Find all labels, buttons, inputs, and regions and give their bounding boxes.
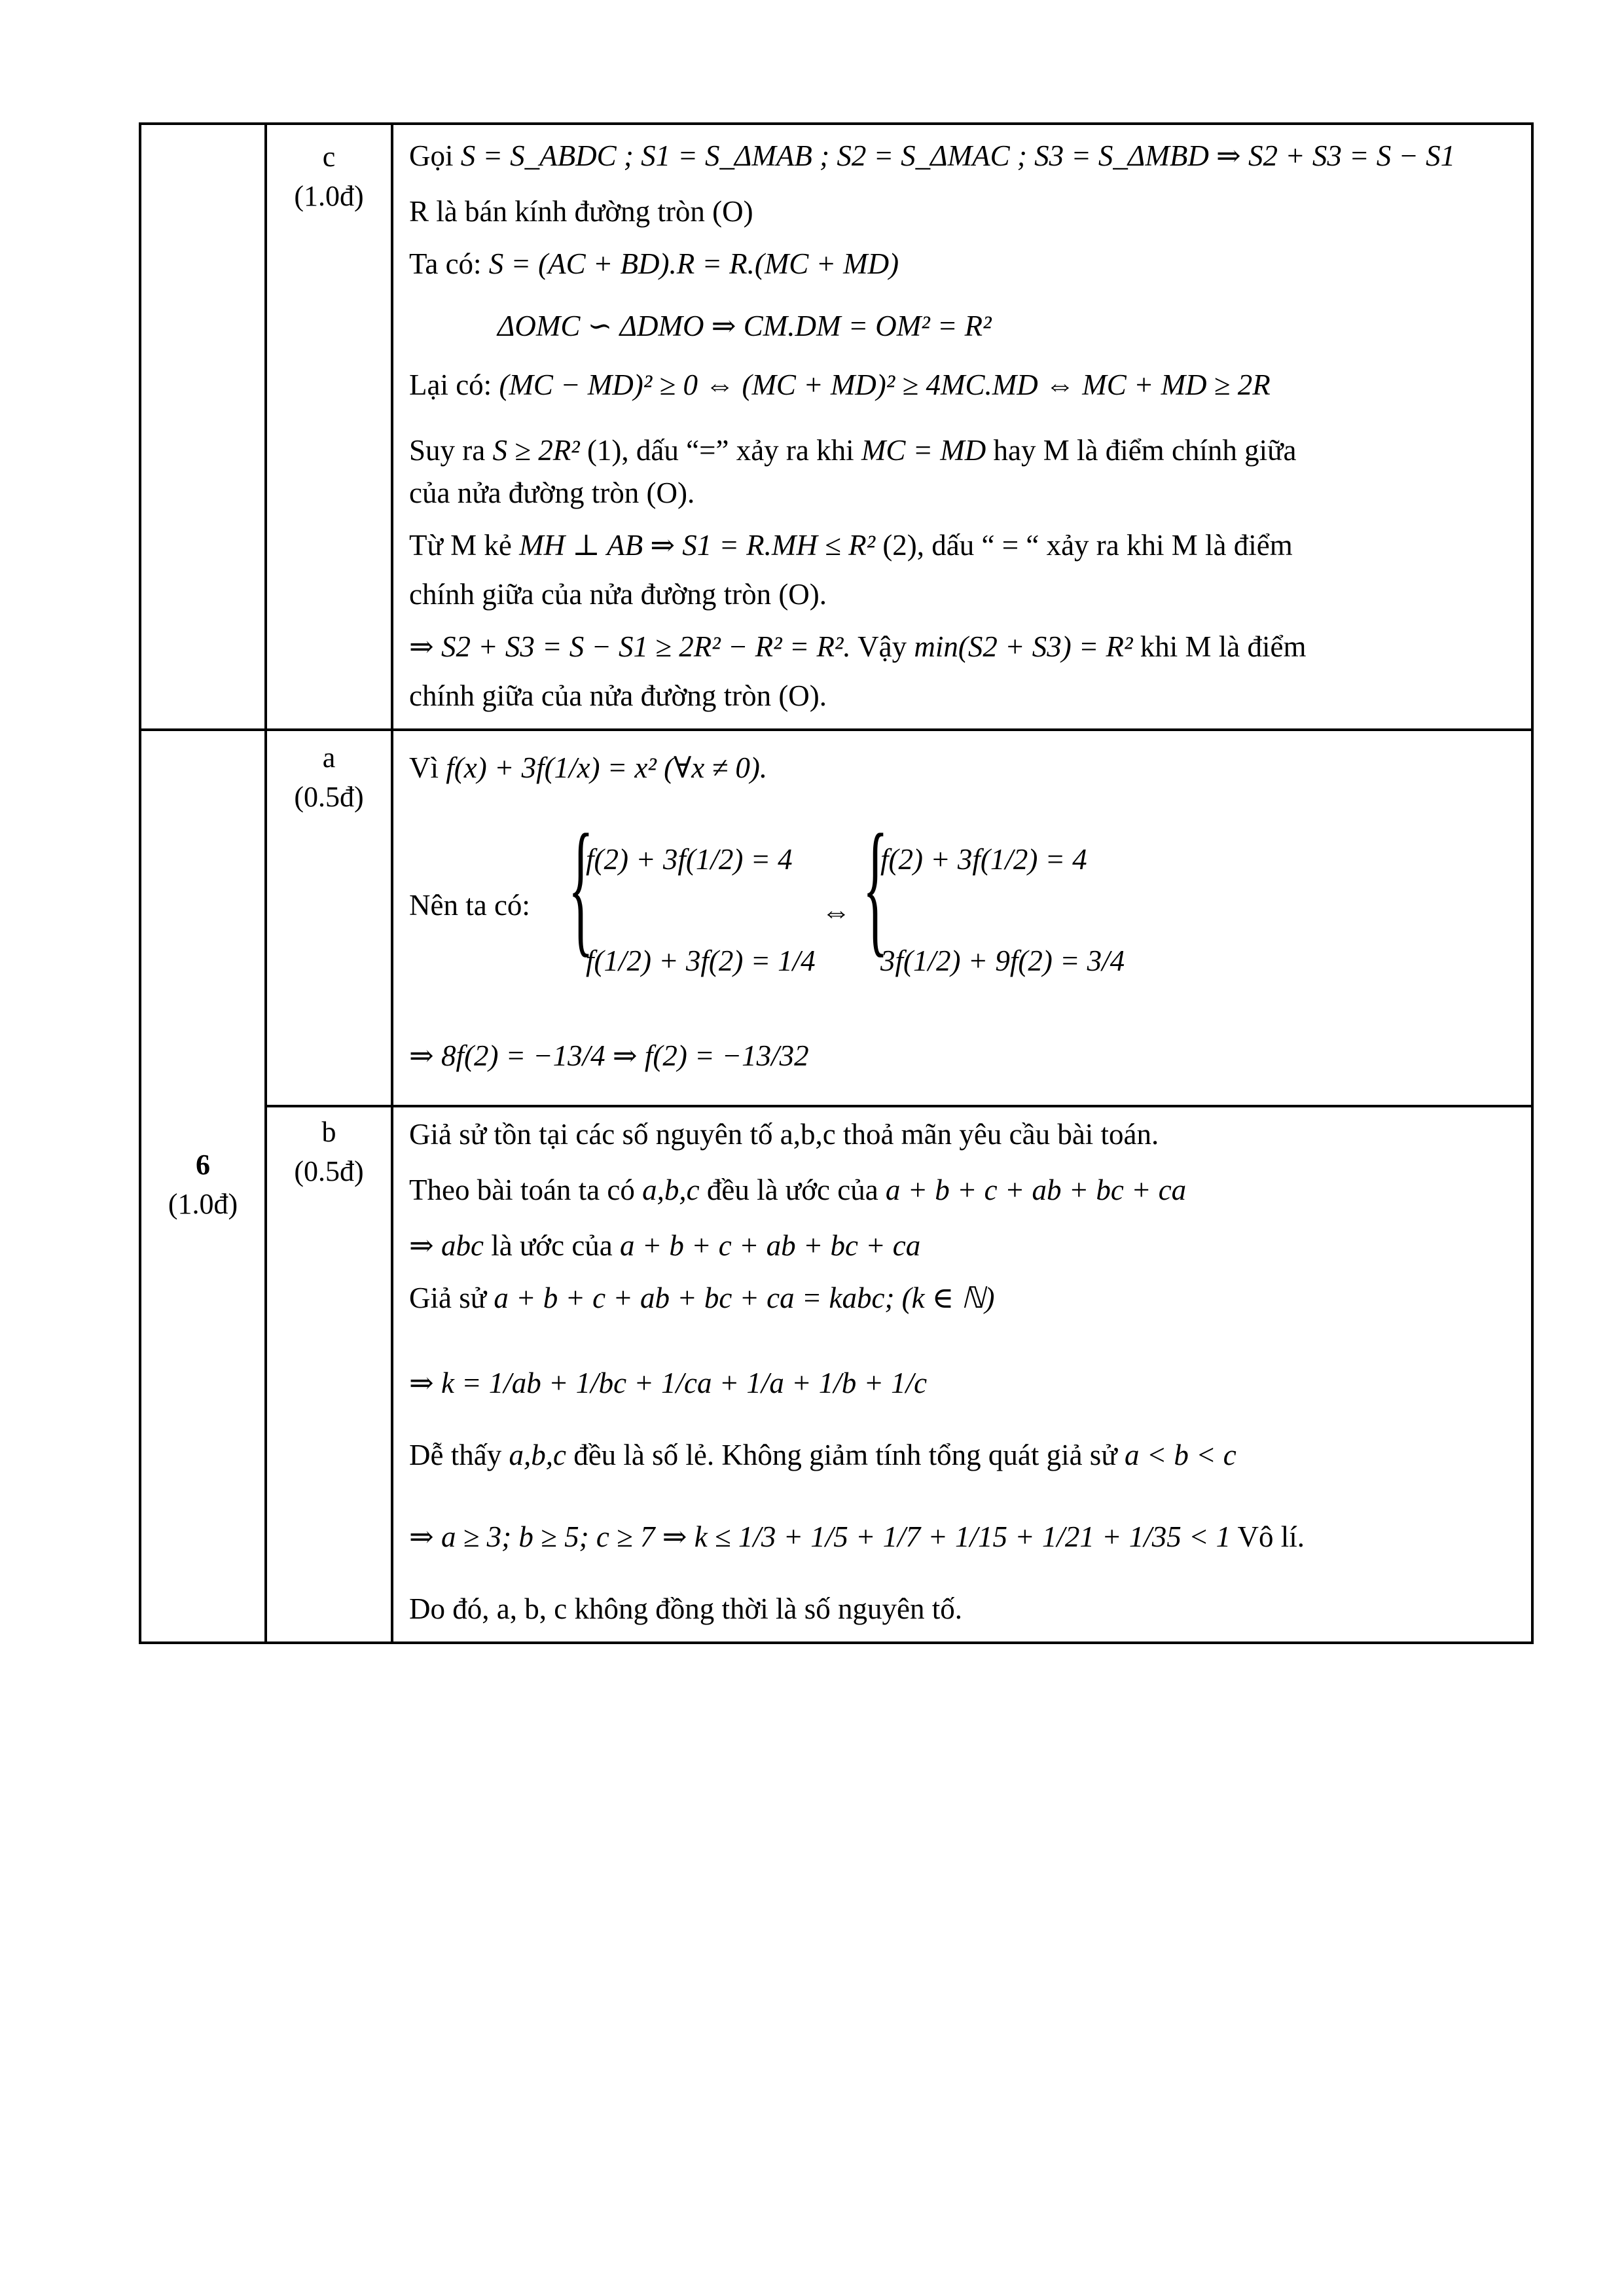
formula: MH ⊥ AB ⇒ S1 = R.MH ≤ R²: [519, 529, 876, 562]
p6b-line-5: [409, 1365, 927, 1401]
formula: ⇒ a ≥ 3; b ≥ 5; c ≥ 7 ⇒ k ≤ 1/3 + 1/5 + 1/7 + 1/15 + 1/21 + 1/35 < 1: [409, 1520, 1231, 1553]
question-number: 6: [196, 1149, 210, 1181]
p6b-line-6: [409, 1437, 1236, 1473]
formula: ΔOMC ∽ ΔDMO ⇒ CM.DM = OM² = R²: [497, 310, 992, 342]
p6b-line-8: Do đó, a, b, c không đồng thời là số nguyên tố.: [409, 1592, 962, 1625]
part-letter: c: [322, 141, 336, 173]
formula: S ≥ 2R²: [492, 434, 580, 467]
equiv-symbol: ⇔: [821, 895, 851, 928]
text: Vậy: [857, 630, 907, 663]
text: Suy ra: [409, 434, 486, 467]
formula: S = S_ABDC ; S1 = S_ΔMAB ; S2 = S_ΔMAC ; S3 = S_ΔMBD ⇒ S2 + S3 = S − S1: [460, 139, 1456, 172]
system-1-row-1: [586, 841, 793, 878]
col-border-2: [264, 122, 267, 1644]
p5c-line-3: [409, 245, 899, 282]
part-label-6b: [267, 1113, 391, 1191]
p5c-line-5: [409, 367, 1271, 403]
p6b-line-4: [409, 1280, 994, 1316]
p6a-line-3: [409, 1037, 809, 1074]
formula: a,b,c: [509, 1439, 566, 1471]
formula: min(S2 + S3) = R²: [914, 630, 1133, 663]
formula: f(2) + 3f(1/2) = 4: [586, 843, 793, 876]
text: Vì: [409, 751, 439, 784]
text: Lại có:: [409, 368, 492, 401]
p5c-line-11: chính giữa của nửa đường tròn (O).: [409, 679, 827, 712]
formula: 3f(1/2) + 9f(2) = 3/4: [880, 944, 1125, 977]
formula: a,b,c: [642, 1174, 700, 1206]
p5c-line-10: [409, 628, 1307, 665]
p5c-line-4: [497, 308, 992, 344]
formula: f(2) + 3f(1/2) = 4: [880, 843, 1087, 876]
formula: ⇒ 8f(2) = −13/4 ⇒ f(2) = −13/32: [409, 1039, 809, 1072]
system-2-row-1: [880, 841, 1087, 878]
formula: a + b + c + ab + bc + ca: [885, 1174, 1187, 1206]
formula: a + b + c + ab + bc + ca: [620, 1229, 921, 1262]
p5c-line-6: [409, 432, 1297, 469]
p5c-line-8: [409, 527, 1293, 564]
text: Từ M kẻ: [409, 529, 512, 562]
col-border-4: [1531, 122, 1534, 1644]
question-6-label: [141, 1145, 264, 1224]
formula: f(x) + 3f(1/x) = x² (∀x ≠ 0).: [446, 751, 768, 784]
text: khi M là điểm: [1140, 630, 1307, 663]
text: Giả sử: [409, 1282, 487, 1314]
formula: S = (AC + BD).R = R.(MC + MD): [488, 247, 899, 280]
part-points: (0.5đ): [294, 781, 364, 813]
text: Vô lí.: [1237, 1520, 1305, 1553]
text: Theo bài toán ta có: [409, 1174, 635, 1206]
p6a-line-1: [409, 749, 767, 786]
equivalence: [821, 893, 851, 930]
question-points: (1.0đ): [168, 1188, 238, 1220]
p6a-line-2: [409, 887, 530, 924]
formula: ⇒ k = 1/ab + 1/bc + 1/ca + 1/a + 1/b + 1/c: [409, 1367, 928, 1399]
p6b-line-7: [409, 1518, 1305, 1555]
row-border-mid: [139, 728, 1534, 731]
part-label-6a: [267, 738, 391, 817]
formula: a + b + c + ab + bc + ca = kabc; (k ∈ ℕ): [494, 1282, 995, 1314]
p6b-line-1: Giả sử tồn tại các số nguyên tố a,b,c thoả mãn yêu cầu bài toán.: [409, 1118, 1159, 1151]
p5c-line-1: [409, 137, 1455, 174]
part-letter: b: [321, 1116, 336, 1148]
text: (2), dấu “ = “ xảy ra khi M là điểm: [882, 529, 1293, 562]
formula: (MC − MD)² ≥ 0 ⇔ (MC + MD)² ≥ 4MC.MD ⇔ MC + MD ≥ 2R: [499, 368, 1271, 401]
row-border-bottom: [139, 1641, 1534, 1644]
row-border-top: [139, 122, 1534, 125]
formula: ⇒ S2 + S3 = S − S1 ≥ 2R² − R² = R².: [409, 630, 851, 663]
col-border-3: [391, 122, 393, 1644]
p5c-line-7: của nửa đường tròn (O).: [409, 476, 695, 509]
row-border-sub: [265, 1105, 1534, 1107]
system-1-row-2: [586, 942, 816, 979]
formula: ⇒ abc: [409, 1229, 484, 1262]
text: Dễ thấy: [409, 1439, 502, 1471]
text: đều là ước của: [706, 1174, 878, 1206]
part-points: (1.0đ): [294, 180, 364, 212]
formula: a < b < c: [1124, 1439, 1236, 1471]
text: (1), dấu “=” xảy ra khi: [586, 434, 854, 467]
text: Ta có:: [409, 247, 482, 280]
text: hay M là điểm chính giữa: [993, 434, 1297, 467]
p6b-line-2: [409, 1172, 1186, 1208]
system-brace-2: {: [863, 803, 888, 970]
p5c-line-2: R là bán kính đường tròn (O): [409, 195, 753, 228]
part-letter: a: [322, 742, 336, 774]
text: Gọi: [409, 139, 454, 172]
formula: f(1/2) + 3f(2) = 1/4: [586, 944, 816, 977]
p5c-line-9: chính giữa của nửa đường tròn (O).: [409, 578, 827, 611]
formula: MC = MD: [861, 434, 986, 467]
part-label-c: [267, 137, 391, 216]
p6b-line-3: [409, 1227, 920, 1264]
system-2-row-2: [880, 942, 1125, 979]
col-border-1: [139, 122, 141, 1644]
text: là ước của: [491, 1229, 613, 1262]
part-points: (0.5đ): [294, 1155, 364, 1187]
text: đều là số lẻ. Không giảm tính tổng quát giả sử: [573, 1439, 1117, 1471]
system-brace-1: {: [568, 803, 594, 970]
text: Nên ta có:: [409, 889, 530, 922]
